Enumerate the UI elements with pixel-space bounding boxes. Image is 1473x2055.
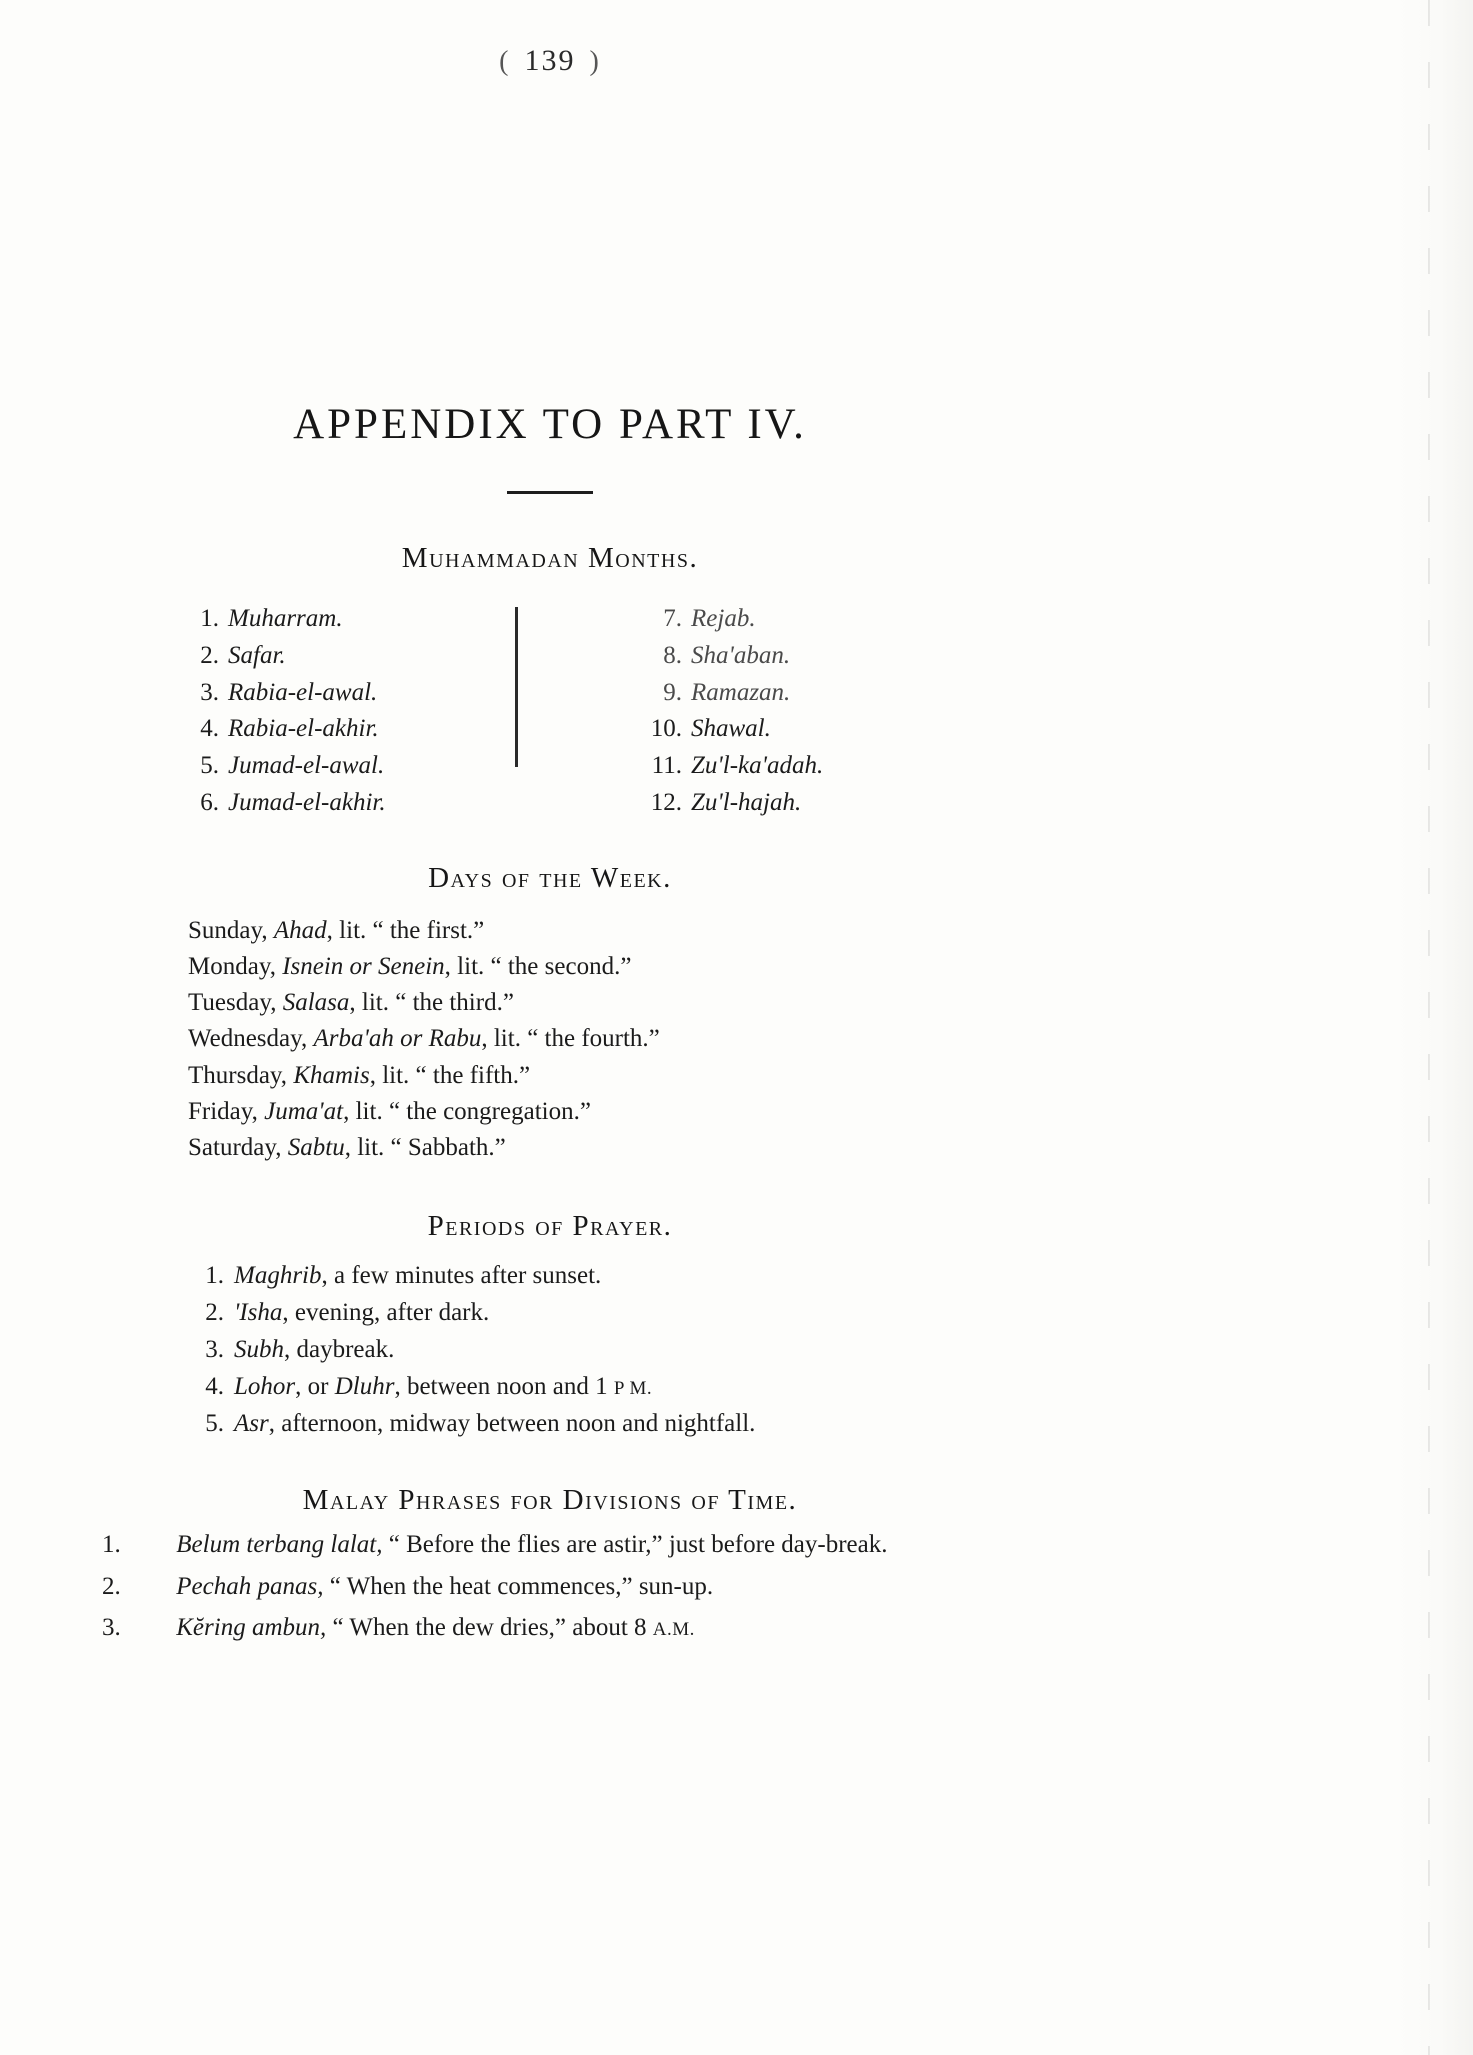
- months-column-divider: [515, 607, 518, 767]
- month-name: Jumad-el-awal.: [228, 752, 385, 779]
- prayer-time-suffix: P M.: [613, 1378, 653, 1400]
- list-item: [175, 711, 505, 748]
- phrase-number: 1.: [102, 1531, 121, 1559]
- month-name: Shawal.: [691, 715, 771, 743]
- day-malay: Ahad: [273, 916, 327, 944]
- prayer-number: 2.: [205, 1299, 224, 1327]
- month-number: 1.: [200, 605, 219, 632]
- day-english: Saturday,: [188, 1134, 282, 1161]
- malay-phrases-list: [60, 1527, 1040, 1646]
- day-gloss: , lit. “ the fifth.”: [369, 1061, 531, 1089]
- phrase-malay: Kĕring ambun,: [176, 1614, 327, 1642]
- muhammadan-months-list: [60, 601, 1040, 822]
- month-number: 6.: [200, 788, 219, 816]
- list-item: [630, 785, 960, 822]
- phrase-gloss: “ When the dew dries,” about 8: [326, 1614, 653, 1642]
- month-number: 2.: [200, 641, 219, 669]
- list-item: [175, 601, 505, 638]
- list-item: [188, 1130, 1040, 1166]
- day-english: Monday,: [188, 952, 276, 980]
- day-gloss: , lit. “ the fourth.”: [481, 1025, 660, 1053]
- section-heading-months: Muhammadan Months.: [401, 542, 699, 574]
- list-item: [188, 1021, 1040, 1057]
- months-column-right: [630, 601, 960, 822]
- month-name: Rabia-el-awal.: [228, 678, 378, 706]
- folio-number: 139: [524, 44, 576, 77]
- prayer-name: Subh: [234, 1336, 284, 1364]
- list-item: [188, 1058, 1040, 1094]
- day-english: Thursday,: [188, 1061, 288, 1089]
- month-number: 10.: [650, 715, 682, 743]
- month-number: 12.: [650, 788, 682, 816]
- phrase-time-suffix: A.M.: [652, 1619, 695, 1641]
- month-name: Zu'l-ka'adah.: [691, 752, 824, 779]
- folio-close-paren: ): [589, 46, 601, 77]
- prayer-desc-continued: , between noon and 1: [394, 1373, 614, 1401]
- day-malay: Juma'at: [264, 1097, 344, 1125]
- list-item: [630, 748, 960, 785]
- month-name: Zu'l-hajah.: [691, 788, 802, 816]
- page-title: APPENDIX TO PART IV.: [293, 401, 807, 448]
- day-english: Friday,: [188, 1097, 258, 1125]
- day-english: Sunday,: [188, 916, 268, 944]
- prayer-desc: , afternoon, midway between noon and nightfall.: [268, 1410, 756, 1438]
- day-gloss: , lit. “ the second.”: [444, 952, 632, 980]
- prayer-name: 'Isha: [234, 1299, 283, 1327]
- day-english: Wednesday,: [188, 1025, 308, 1053]
- list-item: [188, 1368, 1040, 1405]
- prayer-number: 5.: [205, 1410, 224, 1438]
- scan-margin-marks: [1428, 0, 1430, 2055]
- list-item: [188, 949, 1040, 985]
- phrase-malay: Belum terbang lalat,: [176, 1531, 383, 1559]
- month-name: Rabia-el-akhir.: [228, 715, 379, 743]
- day-malay: Sabtu: [287, 1134, 345, 1161]
- month-name: Sha'aban.: [691, 641, 791, 669]
- prayer-desc: , evening, after dark.: [282, 1299, 490, 1327]
- prayer-name: Lohor: [234, 1373, 296, 1401]
- list-item: [175, 675, 505, 712]
- month-number: 11.: [651, 752, 682, 779]
- list-item: [102, 1527, 950, 1563]
- list-item: [188, 1331, 1040, 1368]
- list-item: [102, 1610, 950, 1646]
- months-column-left: [175, 601, 505, 822]
- list-item: [188, 1405, 1040, 1442]
- day-english: Tuesday,: [188, 989, 277, 1016]
- list-item: [630, 638, 960, 675]
- list-item: [188, 1094, 1040, 1130]
- prayer-number: 3.: [205, 1336, 224, 1364]
- prayer-desc: , or: [295, 1373, 335, 1401]
- section-heading-prayers: Periods of Prayer.: [427, 1210, 673, 1243]
- list-item: [188, 985, 1040, 1021]
- month-number: 8.: [663, 641, 682, 669]
- list-item: [630, 711, 960, 748]
- list-item: [102, 1569, 950, 1605]
- day-malay: Arba'ah or Rabu: [313, 1025, 482, 1053]
- month-name: Ramazan.: [691, 678, 791, 706]
- days-of-week-list: [60, 913, 1040, 1167]
- scan-edge-shadow: [1398, 0, 1473, 2055]
- prayer-name: Maghrib: [234, 1262, 322, 1290]
- month-number: 5.: [200, 752, 219, 779]
- list-item: [188, 1257, 1040, 1294]
- month-name: Safar.: [228, 641, 286, 669]
- prayer-number: 1.: [205, 1262, 224, 1290]
- prayer-number: 4.: [205, 1373, 224, 1401]
- month-number: 9.: [663, 678, 682, 706]
- folio-open-paren: (: [499, 46, 511, 77]
- month-number: 3.: [200, 678, 219, 706]
- day-gloss: , lit. “ the third.”: [349, 989, 514, 1016]
- section-heading-malay-phrases: Malay Phrases for Divisions of Time.: [302, 1484, 798, 1517]
- prayer-desc: , a few minutes after sunset.: [321, 1262, 602, 1290]
- periods-of-prayer-list: [60, 1257, 1040, 1442]
- month-number: 4.: [200, 715, 219, 743]
- month-name: Jumad-el-akhir.: [228, 788, 386, 816]
- phrase-malay: Pechah panas,: [176, 1572, 324, 1600]
- phrase-gloss: “ When the heat commences,” sun-up.: [323, 1572, 714, 1600]
- day-gloss: , lit. “ the first.”: [326, 916, 485, 944]
- day-malay: Salasa: [282, 989, 350, 1016]
- list-item: [175, 785, 505, 822]
- list-item: [175, 748, 505, 785]
- day-malay: Isnein or Senein: [282, 952, 445, 980]
- list-item: [630, 675, 960, 712]
- phrase-number: 3.: [102, 1614, 121, 1642]
- day-gloss: , lit. “ the congregation.”: [343, 1097, 591, 1125]
- prayer-name-alt: Dluhr: [334, 1373, 395, 1401]
- prayer-name: Asr: [234, 1410, 269, 1438]
- prayer-desc: , daybreak.: [284, 1336, 395, 1364]
- phrase-gloss: “ Before the flies are astir,” just before day-break.: [382, 1531, 888, 1559]
- phrase-number: 2.: [102, 1572, 121, 1600]
- month-name: Rejab.: [691, 605, 756, 632]
- month-name: Muharram.: [228, 605, 343, 632]
- day-gloss: , lit. “ Sabbath.”: [344, 1134, 506, 1161]
- month-number: 7.: [663, 605, 682, 632]
- list-item: [175, 638, 505, 675]
- list-item: [188, 1294, 1040, 1331]
- list-item: [188, 913, 1040, 949]
- section-heading-days: Days of the Week.: [428, 861, 672, 894]
- day-malay: Khamis: [293, 1061, 370, 1089]
- list-item: [630, 601, 960, 638]
